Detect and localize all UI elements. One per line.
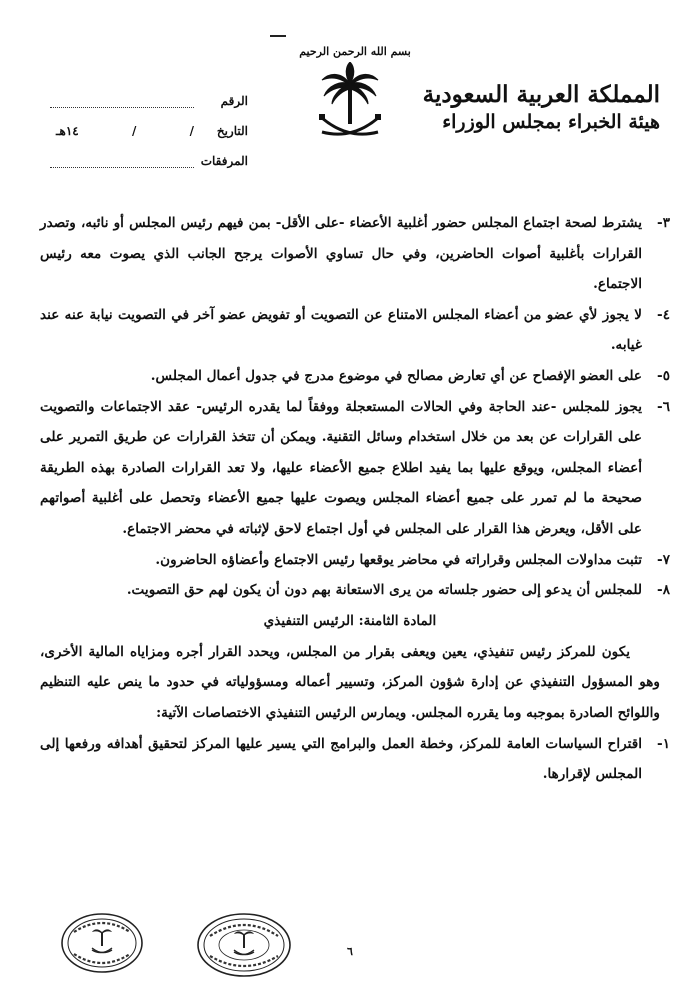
list-item [40,208,670,300]
item-text: يجوز للمجلس -عند الحاجة وفي الحالات المستعجلة ووفقاً لما يقدره الرئيس- عقد الاجتماعات والتصويت على القرارات عن بعد من خلال استخدام وسائل التقنية. ويمكن أن تتخذ القرارات عن طريق التمرير على أعضاء المجلس، ويوقع عليها بما يفيد اطلاع جميع الأعضاء عليها، ولا تعد القرارات الصادرة بهذه الطريقة صحيحة ما لم تمرر على جميع أعضاء المجلس ويصوت عليها جميع الأعضاء وتحصل على أغلبية أصواتهم على الأقل، ويعرض هذا القرار على المجلس في أول اجتماع لاحق لإثباته في محضر الاجتماع. [40,398,642,537]
item-text: اقتراح السياسات العامة للمركز، وخطة العمل والبرامج التي يسير عليها المركز لتحقيق أهدافه ورفعها إلى المجلس لإقرارها. [40,735,642,783]
official-seal-board-of-experts-icon [196,912,292,982]
page-number: ٦ [347,945,353,958]
item-number: ٣- [657,215,670,231]
item-text: لا يجوز لأي عضو من أعضاء المجلس الامتناع عن التصويت أو تفويض عضو آخر في التصويت نيابة عنه عند غيابه. [40,306,642,354]
list-item [40,729,670,790]
date-suffix: ١٤هـ [56,124,79,138]
list-item [40,361,670,392]
attachments-value-line [50,155,194,168]
item-number: ٦- [657,398,670,415]
basmala: بسم الله الرحمن الرحيم [299,45,411,58]
item-text: تثبت مداولات المجلس وقراراته في محاضر يوقعها رئيس الاجتماع وأعضاؤه الحاضرون. [155,551,642,568]
list-item [40,300,670,361]
letterhead-title [422,80,660,134]
reference-value-line [50,95,194,108]
article-paragraph: يكون للمركز رئيس تنفيذي، يعين ويعفى بقرار من المجلس، ويحدد القرار أجره ومزاياه المالية الأخرى، وهو المسؤول التنفيذي عن إدارة شؤون المركز، وتسيير أعماله ومسؤولياته في حدود ما ينص عليه التنظيم واللوائح الصادرة بموجبه وما يقرره المجلس. ويمارس الرئيس التنفيذي الاختصاصات الآتية: [40,643,660,721]
date-label: التاريخ [216,124,248,138]
kingdom-name: المملكة العربية السعودية [422,81,660,108]
date-slash: / [131,124,137,138]
item-text: على العضو الإفصاح عن أي تعارض مصالح في موضوع مدرج في جدول أعمال المجلس. [150,367,642,384]
item-text: للمجلس أن يدعو إلى حضور جلساته من يرى الاستعانة بهم دون أن يكون لهم حق التصويت. [126,582,642,599]
list-item [40,545,670,576]
reference-row [48,86,248,116]
date-row [48,116,248,146]
official-seal-saudi-emblem-icon [60,912,144,978]
date-slash: / [189,124,194,138]
list-item [40,392,670,545]
item-text: يشترط لصحة اجتماع المجلس حضور أغلبية الأعضاء -على الأقل- بمن فيهم رئيس المجلس أو نائبه، وتصدر القرارات بأغلبية أصوات الحاضرين، وفي حال تساوي الأصوات يرجح الجانب الذي يصوت معه رئيس الاجتماع. [40,215,642,293]
item-number: ٤- [657,306,670,323]
date-value [48,124,200,138]
item-number: ١- [657,735,670,752]
board-name: هيئة الخبراء بمجلس الوزراء [442,111,660,133]
attachments-label: المرفقات [200,154,248,168]
reference-block [48,86,248,176]
attachments-row [48,146,248,176]
item-number: ٨- [657,582,670,599]
saudi-emblem-palm-swords-icon [318,62,382,152]
article-heading: المادة الثامنة: الرئيس التنفيذي [263,612,437,629]
item-number: ٥- [657,367,670,384]
reference-label: الرقم [220,94,248,108]
list-item [40,575,670,606]
item-number: ٧- [657,551,670,568]
document-body [40,208,670,790]
scan-mark [270,35,286,37]
